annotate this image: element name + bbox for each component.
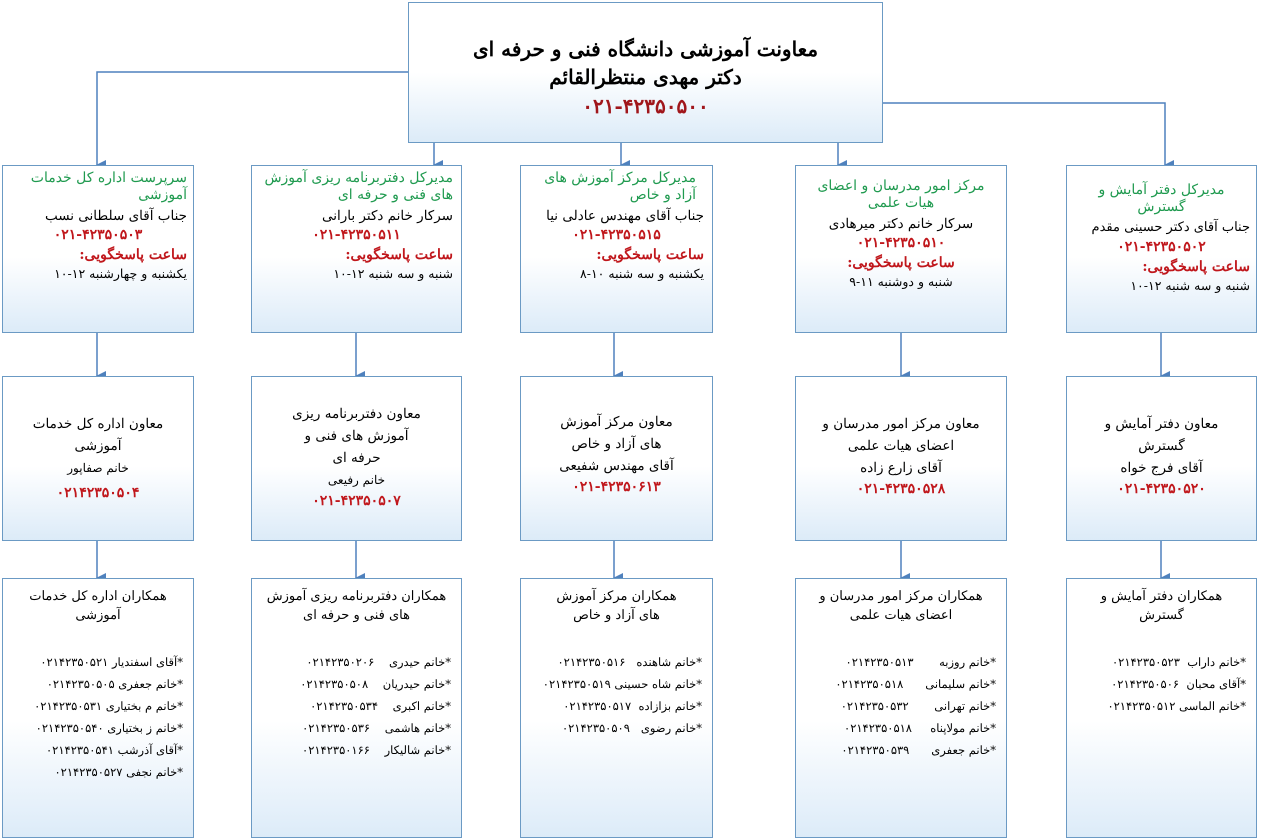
col1-phone: ۰۲۱-۴۲۳۵۰۵۰۳ (53, 227, 143, 243)
col1-deputy-line: خانم صفاپور (67, 461, 129, 475)
staff-name: *آقای محبان (1186, 677, 1246, 691)
col4-staff-title: همکاران مرکز امور مدرسان و اعضای هیات علمی (819, 589, 983, 623)
staff-phone: ۰۲۱۴۲۳۵۰۵۲۱ (40, 655, 109, 669)
col1-deputy-line: معاون اداره کل خدمات (32, 416, 164, 432)
staff-name: *خانم اکبری (392, 699, 451, 713)
staff-row (531, 651, 702, 673)
staff-row (806, 739, 996, 761)
staff-name: *خانم م بختیاری (105, 699, 183, 713)
col4-deputy-line: اعضای هیات علمی (847, 438, 955, 454)
staff-name: *آقای اسفندیار (111, 655, 183, 669)
staff-name: *خانم سلیمانی (925, 677, 996, 691)
staff-row (1077, 673, 1246, 695)
col1-person: جناب آقای سلطانی نسب (44, 208, 187, 224)
col3-deputy-line: معاون مرکز آموزش (560, 414, 673, 430)
staff-row (262, 695, 451, 717)
staff-phone: ۰۲۱۴۲۳۵۰۵۱۸ (844, 721, 912, 735)
staff-row (531, 695, 702, 717)
staff-name: *خانم جعفری (118, 677, 183, 691)
col2-person: سرکار خانم دکتر بارانی (321, 208, 453, 224)
col5-staff-title: همکاران دفتر آمایش و گسترش (1100, 589, 1223, 623)
col5-hours-label: ساعت پاسخگویی: (1142, 259, 1250, 275)
staff-name: *خانم داراب (1187, 655, 1246, 669)
col2-deputy-line: حرفه ای (332, 450, 381, 466)
col1-staff-title: همکاران اداره کل خدمات آموزشی (29, 589, 167, 623)
col3-title: مدیرکل مرکز آموزش های آزاد و خاص (544, 170, 696, 203)
staff-row (1077, 695, 1246, 717)
staff-row (13, 761, 183, 783)
staff-row (806, 695, 996, 717)
col4-deputy-phone: ۰۲۱-۴۲۳۵۰۵۲۸ (856, 481, 946, 497)
col5-phone: ۰۲۱-۴۲۳۵۰۵۰۲ (1117, 239, 1206, 255)
col3-deputy-phone: ۰۲۱-۴۲۳۵۰۶۱۳ (572, 479, 661, 495)
col4-hours-label: ساعت پاسخگویی: (847, 255, 955, 271)
staff-phone: ۰۲۱۴۲۳۵۰۵۴۰ (35, 721, 104, 735)
col5-deputy-line: معاون دفتر آمایش و (1104, 416, 1219, 432)
staff-row (262, 717, 451, 739)
staff-name: *خانم حیدری (388, 655, 451, 669)
staff-name: *خانم شاهنده (636, 655, 702, 669)
col2-deputy-phone: ۰۲۱-۴۲۳۵۰۵۰۷ (312, 493, 401, 509)
col4-deputy-line: معاون مرکز امور مدرسان و (822, 416, 980, 432)
col2-hours: شنبه و سه شنبه ۱۲-۱۰ (333, 266, 453, 281)
col5-deputy-line: گسترش (1138, 438, 1185, 454)
staff-row (531, 673, 702, 695)
staff-name: *خانم رضوی (640, 721, 702, 735)
col2-deputy-line: معاون دفتربرنامه ریزی (292, 406, 421, 422)
col4-deputy-node (795, 376, 1007, 541)
staff-phone: ۰۲۱۴۲۳۵۰۵۴۱ (45, 743, 114, 757)
staff-row (262, 673, 451, 695)
col4-person: سرکار خانم دکتر میرهادی (828, 216, 974, 232)
col3-deputy-node (520, 376, 713, 541)
staff-phone: ۰۲۱۴۲۳۵۰۵۰۹ (561, 721, 630, 735)
col4-staff-node (795, 578, 1007, 838)
col2-deputy-line: خانم رفیعی (327, 473, 386, 487)
col1-deputy-phone: ۰۲۱۴۲۳۵۰۵۰۴ (56, 485, 140, 501)
staff-phone: ۰۲۱۴۲۳۵۰۵۱۳ (845, 655, 914, 669)
col2-staff-node (251, 578, 462, 838)
col3-hours: یکشنبه و سه شنبه ۱۰-۸ (580, 266, 704, 281)
staff-name: *خانم بزازاده (638, 699, 702, 713)
col2-staff-title: همکاران دفتربرنامه ریزی آموزش های فنی و حرفه ای (266, 589, 447, 623)
col4-head-node (795, 165, 1007, 333)
connector-top-to-col1 (97, 72, 408, 165)
staff-phone: ۰۲۱۴۲۳۵۰۵۳۲ (840, 699, 909, 713)
col3-phone: ۰۲۱-۴۲۳۵۰۵۱۵ (572, 227, 661, 243)
staff-name: *خانم تهرانی (934, 699, 996, 713)
staff-phone: ۰۲۱۴۲۳۵۰۵۲۳ (1111, 655, 1180, 669)
staff-row (13, 695, 183, 717)
col5-staff-node (1066, 578, 1257, 838)
staff-row (806, 717, 996, 739)
col5-deputy-node (1066, 376, 1257, 541)
col3-head-node (520, 165, 713, 333)
staff-phone: ۰۲۱۴۲۳۵۰۵۲۷ (54, 765, 123, 779)
staff-row (13, 673, 183, 695)
staff-name: *خانم شالیکار (384, 743, 451, 757)
col2-head-node (251, 165, 462, 333)
staff-row (13, 717, 183, 739)
staff-phone: ۰۲۱۴۲۳۵۰۲۰۶ (306, 655, 375, 669)
col5-title: مدیرکل دفتر آمایش و گسترش (1098, 182, 1225, 215)
col4-deputy-line: آقای زارع زاده (860, 460, 942, 476)
staff-row (262, 651, 451, 673)
col4-title: مرکز امور مدرسان و اعضای هیات علمی (817, 178, 985, 211)
top-node (408, 2, 883, 143)
staff-name: *خانم روزبه (939, 655, 996, 669)
col3-deputy-line: آقای مهندس شفیعی (559, 458, 674, 474)
staff-name: *خانم هاشمی (384, 721, 451, 735)
col2-hours-label: ساعت پاسخگویی: (345, 247, 453, 263)
col3-person: جناب آقای مهندس عادلی نیا (546, 208, 704, 224)
col1-deputy-line: آموزشی (74, 438, 122, 454)
staff-phone: ۰۲۱۴۲۳۵۰۵۱۶ (557, 655, 626, 669)
col2-title: مدیرکل دفتربرنامه ریزی آموزش های فنی و حرفه ای (264, 170, 453, 203)
staff-name: *آقای آذرشب (117, 743, 183, 757)
staff-phone: ۰۲۱۴۲۳۵۰۵۱۸ (835, 677, 904, 691)
staff-row (13, 739, 183, 761)
top-phone: ۰۲۱-۴۲۳۵۰۵۰۰ (582, 94, 709, 118)
col1-deputy-node (2, 376, 194, 541)
staff-row (806, 651, 996, 673)
staff-phone: ۰۲۱۴۲۳۵۰۵۱۹ (542, 677, 611, 691)
connector-top-to-col5 (882, 103, 1165, 165)
staff-name: *خانم جعفری (931, 743, 996, 757)
staff-phone: ۰۲۱۴۲۳۵۰۵۱۷ (563, 699, 632, 713)
col5-deputy-line: آقای فرج خواه (1120, 460, 1203, 476)
staff-row (1077, 651, 1246, 673)
col3-deputy-line: های آزاد و خاص (571, 436, 662, 452)
staff-row (262, 739, 451, 761)
col3-hours-label: ساعت پاسخگویی: (596, 247, 704, 263)
staff-phone: ۰۲۱۴۲۳۵۰۵۳۶ (302, 721, 371, 735)
staff-row (806, 673, 996, 695)
staff-row (531, 717, 702, 739)
col5-head-node (1066, 165, 1257, 333)
staff-phone: ۰۲۱۴۲۳۵۰۵۰۶ (1111, 677, 1180, 691)
top-title: معاونت آموزشی دانشگاه فنی و حرفه ای (472, 37, 819, 61)
staff-name: *خانم حیدریان (382, 677, 451, 691)
top-name: دکتر مهدی منتظرالقائم (549, 65, 742, 89)
col1-staff-node (2, 578, 194, 838)
staff-row (13, 651, 183, 673)
col2-deputy-line: آموزش های فنی و (304, 428, 409, 444)
col5-person: جناب آقای دکتر حسینی مقدم (1091, 220, 1250, 235)
col3-staff-title: همکاران مرکز آموزش های آزاد و خاص (556, 589, 677, 623)
staff-phone: ۰۲۱۴۲۳۵۰۵۳۹ (841, 743, 910, 757)
staff-phone: ۰۲۱۴۲۳۵۰۵۳۱ (34, 699, 103, 713)
col5-hours: شنبه و سه شنبه ۱۲-۱۰ (1130, 278, 1250, 293)
col2-phone: ۰۲۱-۴۲۳۵۰۵۱۱ (312, 227, 401, 243)
staff-phone: ۰۲۱۴۲۳۵۰۵۳۴ (310, 699, 379, 713)
col4-phone: ۰۲۱-۴۲۳۵۰۵۱۰ (856, 235, 946, 251)
col3-staff-node (520, 578, 713, 838)
col1-title: سرپرست اداره کل خدمات آموزشی (30, 170, 187, 203)
staff-name: *خانم ز بختیاری (107, 721, 183, 735)
staff-name: *خانم مولاپناه (930, 721, 996, 735)
col1-head-node (2, 165, 194, 333)
col5-deputy-phone: ۰۲۱-۴۲۳۵۰۵۲۰ (1117, 481, 1206, 497)
col2-deputy-node (251, 376, 462, 541)
staff-phone: ۰۲۱۴۲۳۵۰۵۱۲ (1107, 699, 1176, 713)
staff-name: *خانم نجفی (126, 765, 183, 779)
staff-name: *خانم الماسی (1179, 699, 1246, 713)
col4-hours: شنبه و دوشنبه ۱۱-۹ (849, 274, 953, 289)
staff-phone: ۰۲۱۴۲۳۵۰۱۶۶ (302, 743, 370, 757)
staff-phone: ۰۲۱۴۲۳۵۰۵۰۵ (46, 677, 115, 691)
col1-hours: یکشنبه و چهارشنبه ۱۲-۱۰ (54, 266, 187, 281)
staff-name: *خانم شاه حسینی (614, 677, 702, 691)
staff-phone: ۰۲۱۴۲۳۵۰۵۰۸ (300, 677, 369, 691)
col1-hours-label: ساعت پاسخگویی: (79, 247, 187, 263)
